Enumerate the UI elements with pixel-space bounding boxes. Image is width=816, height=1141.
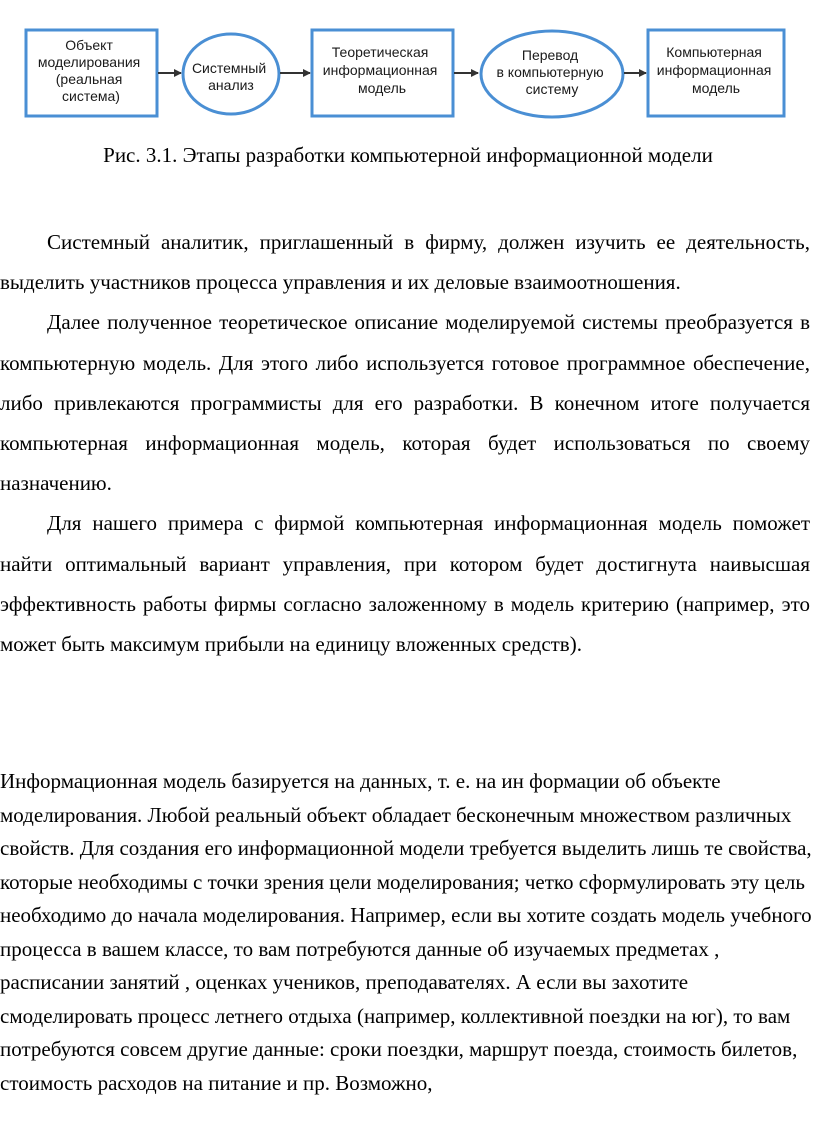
paragraph-3: Для нашего примера с фирмой компьютерная информационная модель поможет найти оптимальный вариант управления, при котором будет достигнута наивысшая эффективность работы фирмы согласно заложенному в модель критерию (например, это может быть максимум прибыли на единицу вложенных средств). — [0, 511, 810, 657]
node-object-of-modeling-text: Объект моделирования (реальная система) — [37, 37, 141, 104]
paragraph-1: Системный аналитик, приглашенный в фирму, должен изучить ее деятельность, выделить участников процесса управления и их деловые взаимоотношения. — [0, 230, 810, 295]
node-theoretical-model — [312, 30, 453, 116]
paragraph-2: Далее полученное теоретическое описание моделируемой системы преобразуется в компьютерную модель. Для этого либо используется готовое программное обеспечение, либо привлекаются программисты для его разработки. В конечном итоге получается компьютерная информационная модель, которая будет использоваться по своему назначению. — [0, 310, 810, 496]
node-theoretical-model-text: Теоретическая информационная модель — [322, 44, 438, 96]
node-system-analysis — [183, 34, 279, 114]
flow-diagram — [0, 0, 816, 135]
figure-caption: Рис. 3.1. Этапы разработки компьютерной информационной модели — [103, 143, 713, 167]
node-computer-model-text: Компьютерная информационная модель — [656, 44, 772, 96]
node-computer-translation-text: Перевод в компьютерную систему — [496, 47, 604, 97]
paragraph-4: Информационная модель базируется на данных, т. е. на ин формации об объекте моделирования. Любой реальный объект обладает бесконечным множеством различных свойств. Для создания его информационной модели требуется выделить лишь те свойства, которые необходимы с точки зрения цели моделирования; четко сформулировать эту цель необходимо до начала моделирования. Например, если вы хотите создать модель учебного процесса в вашем классе, то вам потребуются данные об изучаемых предметах , расписании занятий , оценках учеников, преподавателях. А если вы захотите смоделировать процесс летнего отдыха (например, коллективной поездки на юг), то вам потребуются совсем другие данные: сроки поездки, маршрут поезда, стоимость билетов, стоимость расходов на питание и пр. Возможно, — [0, 769, 812, 1095]
node-computer-translation — [481, 31, 623, 117]
node-computer-model — [648, 30, 784, 116]
plain-text-block — [0, 765, 812, 1100]
node-object-of-modeling — [26, 30, 157, 116]
body-text — [0, 222, 810, 664]
flow-diagram-svg — [0, 0, 816, 135]
node-system-analysis-text: Системный анализ — [191, 60, 267, 93]
